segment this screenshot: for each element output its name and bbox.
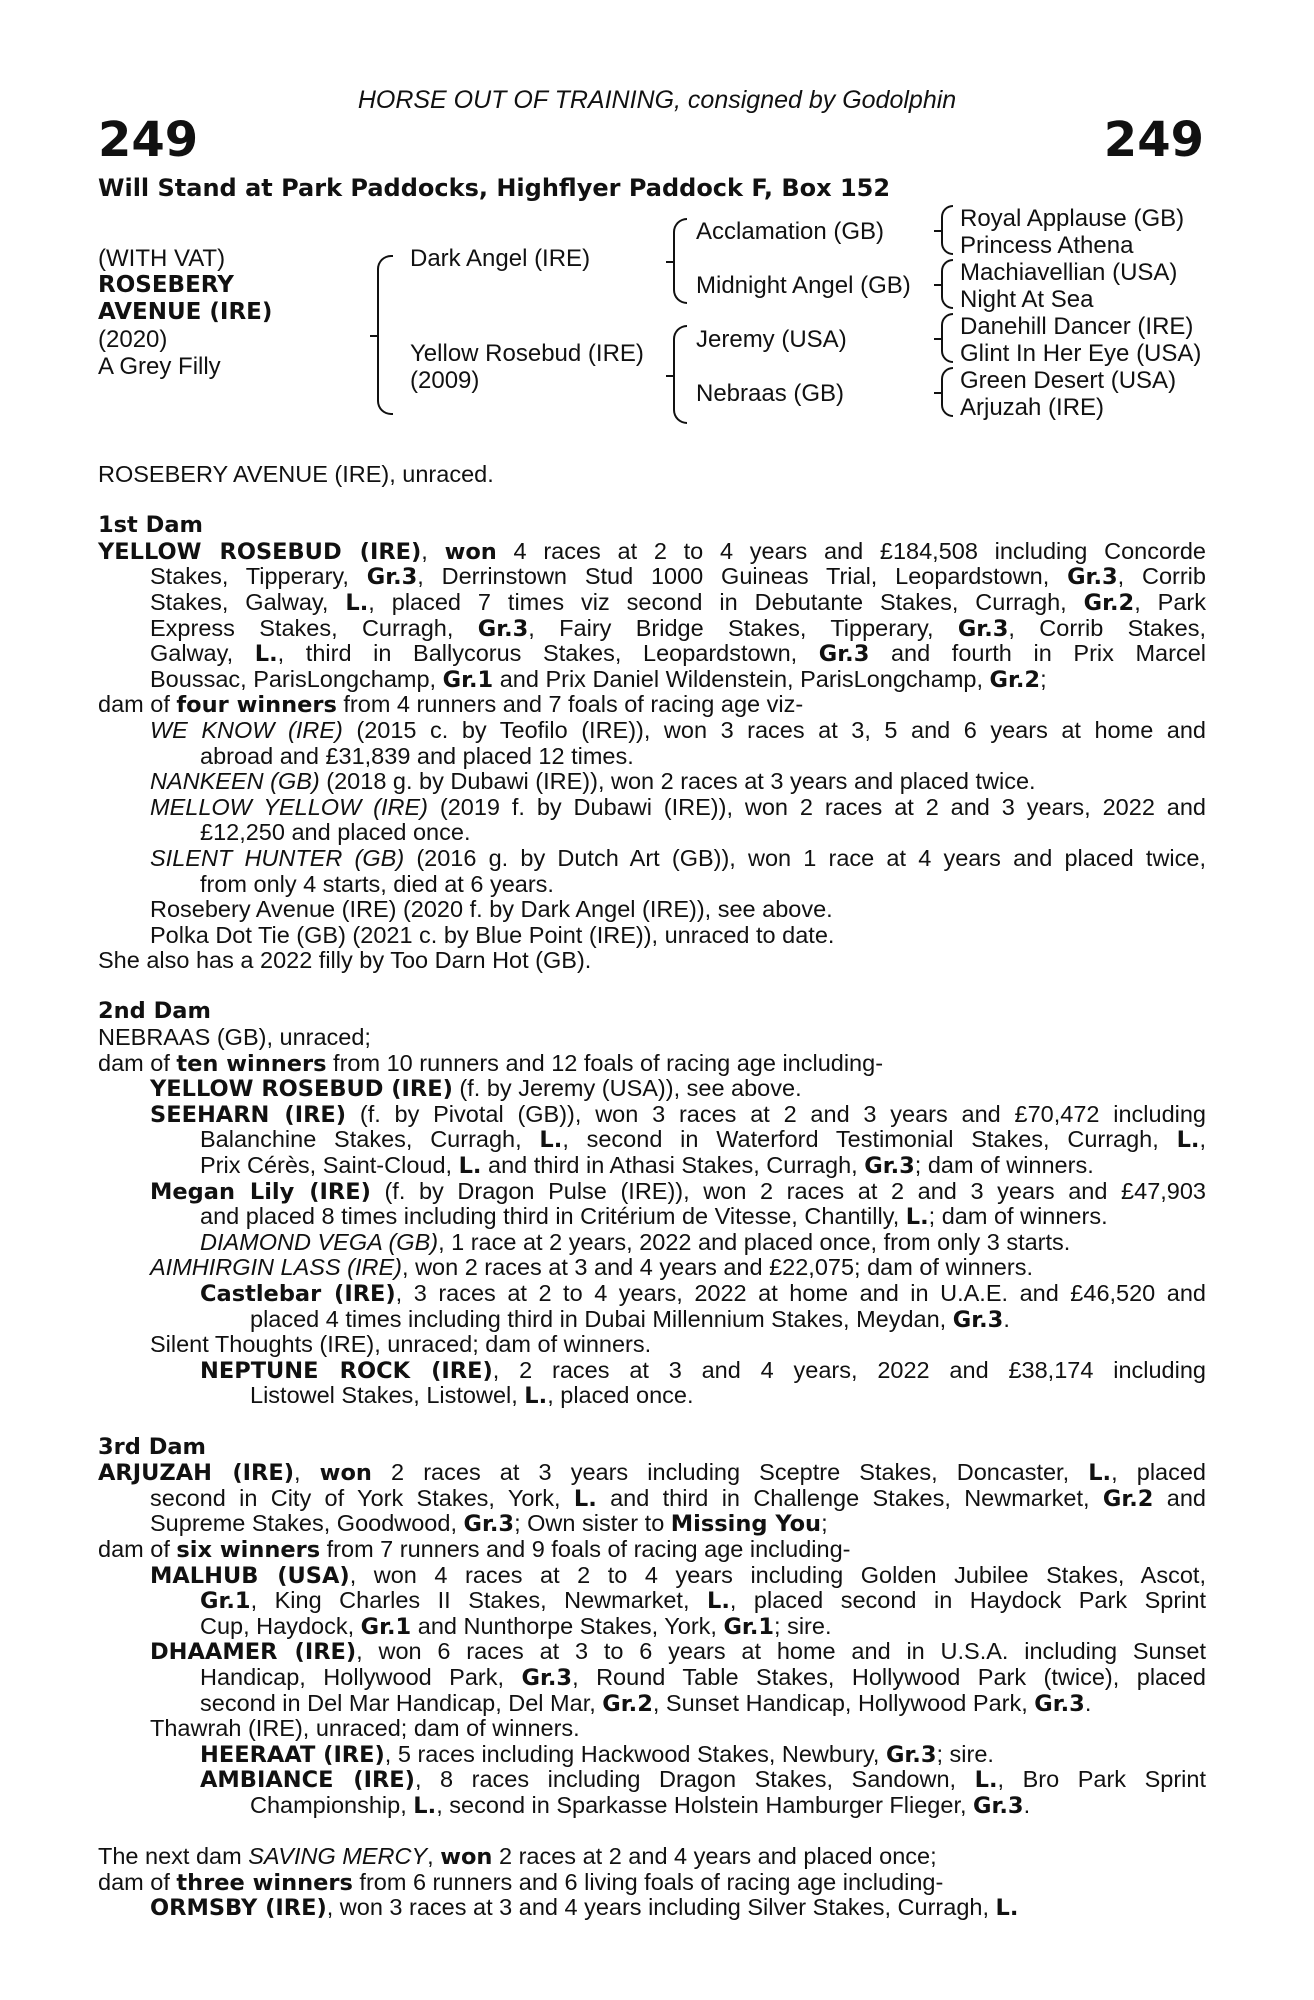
text-line: NANKEEN (GB) (2018 g. by Dubawi (IRE)), won 2 races at 3 years and placed twice. [150, 768, 1036, 795]
text-line: AMBIANCE (IRE), 8 races including Dragon Stakes, Sandown, L., Bro Park Sprint [200, 1766, 1207, 1794]
stabling-location: Will Stand at Park Paddocks, Highflyer Paddock F, Box 152 [98, 174, 891, 202]
text-line: Thawrah (IRE), unraced; dam of winners. [150, 1715, 580, 1742]
text-line: from only 4 starts, died at 6 years. [200, 870, 554, 897]
section-heading-3rd-dam: 3rd Dam [98, 1433, 206, 1460]
horse-year: (2020) [98, 326, 168, 353]
text-line: SILENT HUNTER (GB) (2016 g. by Dutch Art (GB)), won 1 race at 4 years and placed twice, [150, 844, 1206, 871]
intro-line: ROSEBERY AVENUE (IRE), unraced. [98, 461, 494, 487]
lot-number-right: 249 [1103, 112, 1204, 168]
pedigree-brace-g3-2 [941, 259, 953, 309]
text-line: Supreme Stakes, Goodwood, Gr.3; Own sister to Missing You; [150, 1510, 828, 1538]
text-line: Boussac, ParisLongchamp, Gr.1 and Prix Daniel Wildenstein, ParisLongchamp, Gr.2; [150, 665, 1047, 693]
pedigree-g3-5: Danehill Dancer (IRE) [960, 313, 1194, 340]
text-line: SEEHARN (IRE) (f. by Pivotal (GB)), won 3 races at 2 and 3 years and £70,472 including [150, 1100, 1207, 1128]
text-line: Castlebar (IRE), 3 races at 2 to 4 years, 2022 at home and in U.A.E. and £46,520 and [200, 1280, 1206, 1307]
text-line: Stakes, Tipperary, Gr.3, Derrinstown Stud 1000 Guineas Trial, Leopardstown, Gr.3, Corrib [150, 563, 1206, 591]
horse-description: A Grey Filly [98, 353, 221, 380]
pedigree-g3-2: Princess Athena [960, 232, 1134, 259]
pedigree-sire-dam: Midnight Angel (GB) [696, 272, 911, 299]
text-line: MELLOW YELLOW (IRE) (2019 f. by Dubawi (IRE)), won 2 races at 2 and 3 years, 2022 and [150, 793, 1206, 820]
text-line: Silent Thoughts (IRE), unraced; dam of winners. [150, 1331, 652, 1358]
text-line: and placed 8 times including third in Critérium de Vitesse, Chantilly, L.; dam of winners. [200, 1203, 1108, 1231]
section-heading-1st-dam: 1st Dam [98, 512, 203, 539]
text-line: dam of ten winners from 10 runners and 12 foals of racing age including- [98, 1049, 884, 1077]
pedigree-brace-sire [673, 218, 687, 304]
text-line: Express Stakes, Curragh, Gr.3, Fairy Bridge Stakes, Tipperary, Gr.3, Corrib Stakes, [150, 614, 1206, 642]
pedigree-brace-dam [673, 325, 687, 424]
pedigree-dam-year: (2009) [410, 367, 480, 394]
text-line: Gr.1, King Charles II Stakes, Newmarket, L., placed second in Haydock Park Sprint [200, 1587, 1206, 1615]
text-line: MALHUB (USA), won 4 races at 2 to 4 years including Golden Jubilee Stakes, Ascot, [150, 1561, 1206, 1589]
text-line: Listowel Stakes, Listowel, L., placed once. [250, 1382, 694, 1410]
text-line: NEPTUNE ROCK (IRE), 2 races at 3 and 4 years, 2022 and £38,174 including [200, 1356, 1206, 1384]
catalogue-entry-body [98, 462, 1206, 1921]
text-line: The next dam SAVING MERCY, won 2 races at 2 and 4 years and placed once; [98, 1843, 937, 1871]
pedigree-dam-sire: Jeremy (USA) [696, 326, 847, 353]
text-line: second in Del Mar Handicap, Del Mar, Gr.2, Sunset Handicap, Hollywood Park, Gr.3. [200, 1689, 1092, 1717]
pedigree-g3-6: Glint In Her Eye (USA) [960, 340, 1202, 367]
section-heading-2nd-dam: 2nd Dam [98, 998, 211, 1025]
text-line: NEBRAAS (GB), unraced; [98, 1024, 371, 1051]
text-line: YELLOW ROSEBUD (IRE), won 4 races at 2 to 4 years and £184,508 including Concorde [98, 537, 1206, 565]
text-line: DHAAMER (IRE), won 6 races at 3 to 6 years at home and in U.S.A. including Sunset [150, 1638, 1206, 1666]
text-line: Stakes, Galway, L., placed 7 times viz second in Debutante Stakes, Curragh, Gr.2, Park [150, 588, 1207, 616]
consignment-header: HORSE OUT OF TRAINING, consigned by Godolphin [357, 86, 957, 114]
text-line: Championship, L., second in Sparkasse Holstein Hamburger Flieger, Gr.3. [250, 1791, 1031, 1819]
text-line: placed 4 times including third in Dubai Millennium Stakes, Meydan, Gr.3. [250, 1305, 1010, 1333]
text-line: dam of four winners from 4 runners and 7 foals of racing age viz- [98, 691, 804, 719]
text-line: WE KNOW (IRE) (2015 c. by Teofilo (IRE)), won 3 races at 3, 5 and 6 years at home and [150, 716, 1207, 743]
pedigree-dam: Yellow Rosebud (IRE) [410, 340, 644, 367]
text-line: Prix Cérès, Saint-Cloud, L. and third in Athasi Stakes, Curragh, Gr.3; dam of winners. [200, 1152, 1094, 1180]
text-line: second in City of York Stakes, York, L. and third in Challenge Stakes, Newmarket, Gr.2 and [150, 1484, 1206, 1512]
pedigree-sire: Dark Angel (IRE) [410, 245, 591, 272]
text-line: dam of three winners from 6 runners and 6 living foals of racing age including- [98, 1868, 944, 1896]
horse-vat: (WITH VAT) [98, 245, 226, 272]
text-line: Handicap, Hollywood Park, Gr.3, Round Table Stakes, Hollywood Park (twice), placed [200, 1663, 1207, 1691]
pedigree-brace-main [377, 255, 393, 415]
horse-name-line1: ROSEBERY [98, 272, 234, 298]
pedigree-brace-g3-4 [941, 367, 953, 417]
text-line: Megan Lily (IRE) (f. by Dragon Pulse (IRE)), won 2 races at 2 and 3 years and £47,903 [150, 1177, 1207, 1205]
pedigree-g3-3: Machiavellian (USA) [960, 259, 1178, 286]
text-line: Balanchine Stakes, Curragh, L., second in Waterford Testimonial Stakes, Curragh, L., [200, 1126, 1206, 1154]
text-line: HEERAAT (IRE), 5 races including Hackwood Stakes, Newbury, Gr.3; sire. [200, 1740, 994, 1768]
text-line: Rosebery Avenue (IRE) (2020 f. by Dark Angel (IRE)), see above. [150, 896, 833, 923]
text-line: ARJUZAH (IRE), won 2 races at 3 years including Sceptre Stakes, Doncaster, L., placed [98, 1459, 1207, 1487]
text-line: Polka Dot Tie (GB) (2021 c. by Blue Point (IRE)), unraced to date. [150, 921, 835, 948]
text-line: Galway, L., third in Ballycorus Stakes, Leopardstown, Gr.3 and fourth in Prix Marcel [150, 640, 1206, 668]
text-line: £12,250 and placed once. [200, 819, 471, 846]
text-line: She also has a 2022 filly by Too Darn Hot (GB). [98, 947, 592, 974]
lot-number-left: 249 [98, 112, 199, 168]
pedigree-g3-7: Green Desert (USA) [960, 367, 1177, 394]
pedigree-g3-1: Royal Applause (GB) [960, 205, 1185, 232]
text-line: dam of six winners from 7 runners and 9 foals of racing age including- [98, 1535, 851, 1563]
pedigree-brace-g3-3 [941, 313, 953, 363]
pedigree-sire-sire: Acclamation (GB) [696, 218, 885, 245]
pedigree-g3-4: Night At Sea [960, 286, 1094, 313]
text-line: ORMSBY (IRE), won 3 races at 3 and 4 years including Silver Stakes, Curragh, L. [150, 1894, 1019, 1922]
text-line: DIAMOND VEGA (GB), 1 race at 2 years, 2022 and placed once, from only 3 starts. [200, 1228, 1071, 1255]
horse-name-line2: AVENUE (IRE) [98, 299, 273, 325]
text-line: Cup, Haydock, Gr.1 and Nunthorpe Stakes, York, Gr.1; sire. [200, 1612, 832, 1640]
pedigree-dam-dam: Nebraas (GB) [696, 380, 845, 407]
pedigree-g3-8: Arjuzah (IRE) [960, 394, 1105, 421]
text-line: YELLOW ROSEBUD (IRE) (f. by Jeremy (USA)), see above. [150, 1075, 802, 1103]
text-line: abroad and £31,839 and placed 12 times. [200, 742, 634, 769]
text-line: AIMHIRGIN LASS (IRE), won 2 races at 3 and 4 years and £22,075; dam of winners. [150, 1254, 1033, 1281]
pedigree-brace-g3-1 [941, 205, 953, 255]
